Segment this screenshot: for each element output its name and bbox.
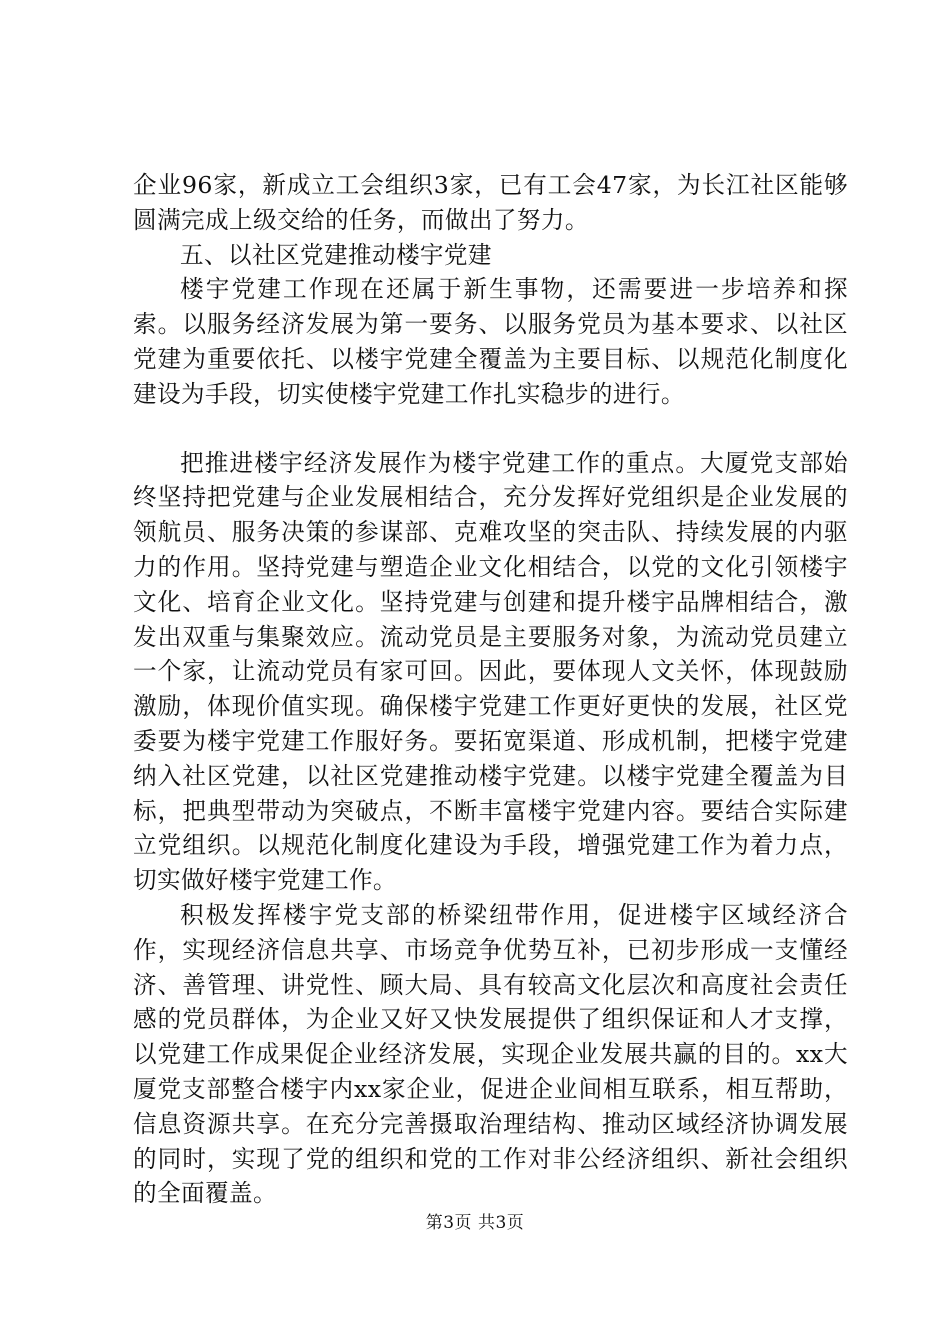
paragraph-bridge: 积极发挥楼宇党支部的桥梁纽带作用，促进楼宇区域经济合作，实现经济信息共享、市场竞争优势互补，已初步形成一支懂经济、善管理、讲党性、顾大局、具有较高文化层次和高度社会责任感的党员群体，为企业又好又快发展提供了组织保证和人才支撑，以党建工作成果促企业经济发展，实现企业发展共赢的目的。xx大厦党支部整合楼宇内xx家企业，促进企业间相互联系，相互帮助，信息资源共享。在充分完善摄取治理结构、推动区域经济协调发展的同时，实现了党的组织和党的工作对非公经济组织、新社会组织的全面覆盖。: [133, 900, 848, 1208]
paragraph-economy: 把推进楼宇经济发展作为楼宇党建工作的重点。大厦党支部始终坚持把党建与企业发展相结合，充分发挥好党组织是企业发展的领航员、服务决策的参谋部、克难攻坚的突击队、持续发展的内驱力的作用。坚持党建与塑造企业文化相结合，以党的文化引领楼宇文化、培育企业文化。坚持党建与创建和提升楼宇品牌相结合，激发出双重与集聚效应。流动党员是主要服务对象，为流动党员建立一个家，让流动党员有家可回。因此，要体现人文关怀，体现鼓励激励，体现价值实现。确保楼宇党建工作更好更快的发展，社区党委要为楼宇党建工作服好务。要拓宽渠道、形成机制，把楼宇党建纳入社区党建，以社区党建推动楼宇党建。以楼宇党建全覆盖为目标，把典型带动为突破点，不断丰富楼宇党建内容。要结合实际建立党组织。以规范化制度化建设为手段，增强党建工作为着力点，切实做好楼宇党建工作。: [133, 448, 848, 895]
page-number: 第3页 共3页: [425, 1213, 525, 1233]
paragraph-gap: [133, 412, 848, 446]
document-body: [133, 168, 848, 1211]
paragraph-intro: 楼宇党建工作现在还属于新生事物，还需要进一步培养和探索。以服务经济发展为第一要务、以服务党员为基本要求、以社区党建为重要依托、以楼宇党建全覆盖为主要目标、以规范化制度化建设为手段，切实使楼宇党建工作扎实稳步的进行。: [133, 275, 848, 408]
paragraph-continued: 企业96家，新成立工会组织3家，已有工会47家，为长江社区能够圆满完成上级交给的任务，而做出了努力。: [133, 171, 848, 234]
section-heading: 五、以社区党建推动楼宇党建: [180, 240, 492, 269]
